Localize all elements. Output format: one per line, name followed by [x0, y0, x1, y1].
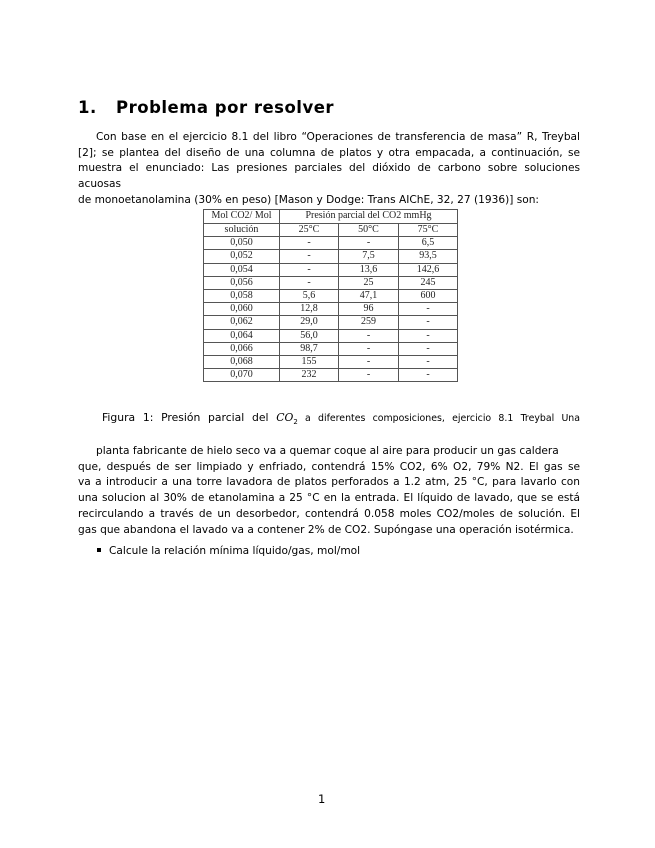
header-partial-pressure: Presión parcial del CO2 mmHg	[280, 210, 458, 224]
cell: 25	[339, 276, 399, 289]
problem-paragraph	[78, 444, 580, 538]
header-mol-ratio-2: solución	[204, 223, 280, 237]
table-row	[204, 369, 458, 382]
pressure-table	[203, 209, 458, 382]
cell: 0,056	[204, 276, 280, 289]
cell: 56,0	[280, 329, 339, 342]
table-row	[204, 263, 458, 276]
cell: 0,066	[204, 342, 280, 355]
bullet-item	[97, 545, 360, 557]
caption-symbol: CO	[276, 411, 294, 424]
intro-line: de monoetanolamina (30% en peso) [Mason y Dodge: Trans AIChE, 32, 27 (1936)] son:	[78, 193, 539, 206]
cell: -	[339, 237, 399, 250]
table-row	[204, 329, 458, 342]
caption-suffix: a diferentes composiciones, ejercicio 8.1 Treybal Una	[297, 413, 580, 424]
cell: 96	[339, 303, 399, 316]
page-number: 1	[318, 792, 326, 806]
cell: 6,5	[399, 237, 458, 250]
cell: 98,7	[280, 342, 339, 355]
cell: 0,068	[204, 356, 280, 369]
problem-line: que, después de ser limpiado y enfriado, contendrá 15% CO2, 6% O2, 79% N2. El gas se	[78, 460, 580, 473]
table-row	[204, 342, 458, 355]
problem-line: gas que abandona el lavado va a contener 2% de CO2. Supóngase una operación isotérmica.	[78, 523, 574, 536]
cell: 0,054	[204, 263, 280, 276]
intro-line: muestra el enunciado: Las presiones parciales del dióxido de carbono sobre soluciones acuosas	[78, 162, 580, 191]
cell: 0,062	[204, 316, 280, 329]
cell: 0,070	[204, 369, 280, 382]
table-row	[204, 250, 458, 263]
figure-caption	[102, 411, 580, 426]
intro-paragraph	[78, 130, 580, 209]
cell: -	[399, 369, 458, 382]
cell: 232	[280, 369, 339, 382]
cell: -	[339, 369, 399, 382]
cell: -	[339, 329, 399, 342]
cell: -	[399, 356, 458, 369]
cell: -	[399, 316, 458, 329]
cell: 0,050	[204, 237, 280, 250]
header-temp-25: 25°C	[280, 223, 339, 237]
bullet-square-icon	[97, 548, 101, 552]
table-row	[204, 290, 458, 303]
cell: -	[280, 250, 339, 263]
intro-line: Con base en el ejercicio 8.1 del libro “Operaciones de transferencia de masa” R, Treybal	[96, 131, 580, 143]
caption-prefix: Figura 1: Presión parcial del	[102, 411, 277, 424]
table-row	[204, 316, 458, 329]
cell: 142,6	[399, 263, 458, 276]
header-temp-75: 75°C	[399, 223, 458, 237]
problem-line: planta fabricante de hielo seco va a quemar coque al aire para producir un gas caldera	[96, 445, 559, 457]
cell: 47,1	[339, 290, 399, 303]
cell: 12,8	[280, 303, 339, 316]
cell: 600	[399, 290, 458, 303]
intro-line: [2]; se plantea del diseño de una columna de platos y otra empacada, a continuación, se	[78, 146, 580, 159]
bullet-text: Calcule la relación mínima líquido/gas, mol/mol	[109, 545, 361, 557]
table-row	[204, 356, 458, 369]
cell: 259	[339, 316, 399, 329]
section-heading	[78, 98, 334, 117]
section-number: 1.	[78, 98, 97, 117]
cell: 0,060	[204, 303, 280, 316]
table-row	[204, 237, 458, 250]
cell: -	[280, 263, 339, 276]
cell: 93,5	[399, 250, 458, 263]
section-title: Problema por resolver	[116, 98, 335, 117]
caption-subscript: 2	[293, 418, 298, 427]
cell: 13,6	[339, 263, 399, 276]
problem-line: una solucion al 30% de etanolamina a 25 °C en la entrada. El líquido de lavado, que se está	[78, 492, 580, 505]
cell: -	[339, 356, 399, 369]
cell: -	[339, 342, 399, 355]
cell: 0,064	[204, 329, 280, 342]
cell: 5,6	[280, 290, 339, 303]
table-row	[204, 276, 458, 289]
cell: 155	[280, 356, 339, 369]
cell: 7,5	[339, 250, 399, 263]
problem-line: recirculando a través de un desorbedor, contendrá 0.058 moles CO2/moles de solución. El	[78, 507, 580, 520]
problem-line: va a introducir a una torre lavadora de platos perforados a 1.2 atm, 25 °C, para lavarlo con	[78, 476, 580, 489]
cell: 0,052	[204, 250, 280, 263]
cell: -	[399, 342, 458, 355]
cell: 245	[399, 276, 458, 289]
table-row	[204, 303, 458, 316]
cell: -	[399, 329, 458, 342]
cell: -	[399, 303, 458, 316]
cell: 29,0	[280, 316, 339, 329]
header-temp-50: 50°C	[339, 223, 399, 237]
header-mol-ratio-1: Mol CO2/ Mol	[204, 210, 280, 224]
cell: -	[280, 276, 339, 289]
cell: -	[280, 237, 339, 250]
cell: 0,058	[204, 290, 280, 303]
